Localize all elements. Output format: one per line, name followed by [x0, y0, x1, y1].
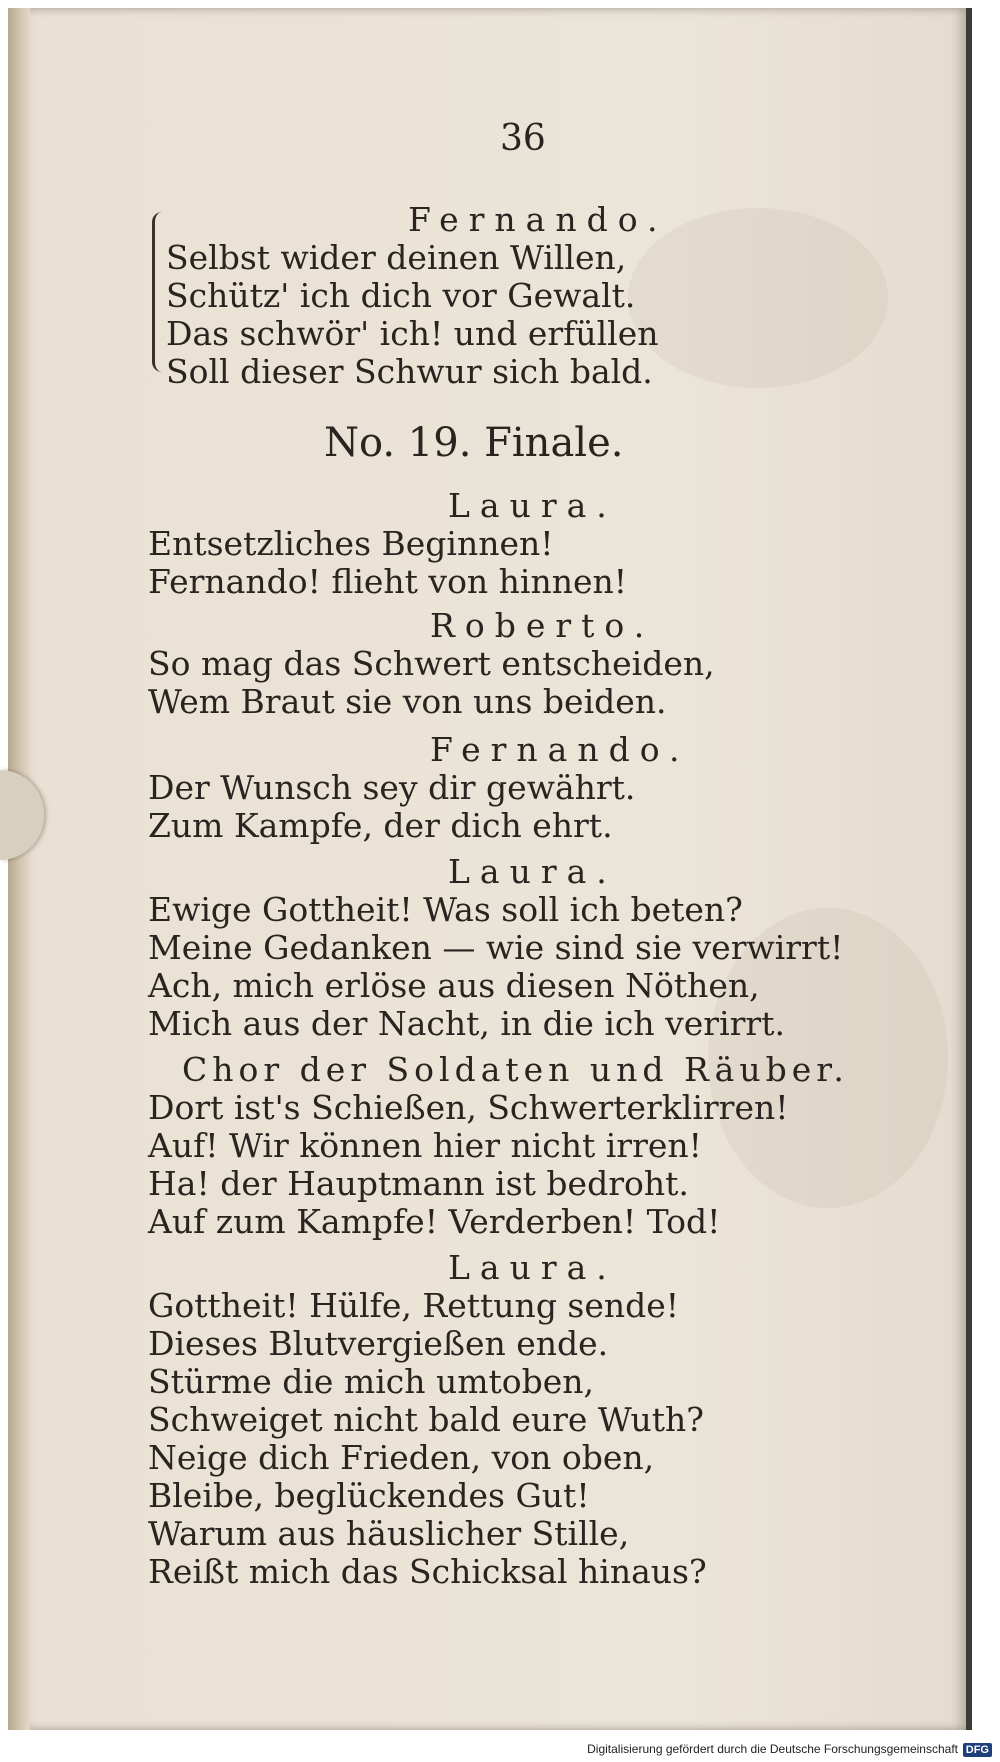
- page-gutter: [8, 8, 30, 1730]
- verse-line: Dort ist's Schießen, Schwerterklirren!: [148, 1088, 789, 1127]
- speaker-name: Laura.: [448, 1248, 617, 1287]
- verse-line: Bleibe, beglückendes Gut!: [148, 1476, 590, 1515]
- dfg-logo: DFG: [963, 1743, 992, 1757]
- verse-line: Schütz' ich dich vor Gewalt.: [166, 276, 636, 315]
- verse-line: Meine Gedanken — wie sind sie verwirrt!: [148, 928, 844, 967]
- verse-line: Dieses Blutvergießen ende.: [148, 1324, 609, 1363]
- verse-line: Wem Braut sie von uns beiden.: [148, 682, 667, 721]
- verse-line: Reißt mich das Schicksal hinaus?: [148, 1552, 707, 1591]
- verse-line: Soll dieser Schwur sich bald.: [166, 352, 653, 391]
- verse-line: Selbst wider deinen Willen,: [166, 238, 627, 277]
- verse-line: Auf zum Kampfe! Verderben! Tod!: [148, 1202, 721, 1241]
- verse-line: Ha! der Hauptmann ist bedroht.: [148, 1164, 689, 1203]
- verse-line: Entsetzliches Beginnen!: [148, 524, 554, 563]
- verse-line: Gottheit! Hülfe, Rettung sende!: [148, 1286, 680, 1325]
- speaker-name: Roberto.: [430, 606, 655, 645]
- section-heading: No. 19. Finale.: [324, 420, 624, 466]
- speaker-name: Fernando.: [430, 730, 690, 769]
- speaker-name: Laura.: [448, 852, 617, 891]
- verse-line: So mag das Schwert entscheiden,: [148, 644, 715, 683]
- footer-bar: [0, 1730, 1000, 1762]
- verse-line: Stürme die mich umtoben,: [148, 1362, 595, 1401]
- digitization-credit: Digitalisierung gefördert durch die Deutsche Forschungsgemeinschaft: [587, 1742, 958, 1756]
- verse-line: Das schwör' ich! und erfüllen: [166, 314, 659, 353]
- verse-line: Auf! Wir können hier nicht irren!: [148, 1126, 702, 1165]
- speaker-name: Laura.: [448, 486, 617, 525]
- verse-line: Mich aus der Nacht, in die ich verirrt.: [148, 1004, 785, 1043]
- page-number: 36: [500, 118, 546, 159]
- verse-line: Ewige Gottheit! Was soll ich beten?: [148, 890, 743, 929]
- verse-line: Zum Kampfe, der dich ehrt.: [148, 806, 613, 845]
- verse-line: Warum aus häuslicher Stille,: [148, 1514, 630, 1553]
- verse-line: Neige dich Frieden, von oben,: [148, 1438, 655, 1477]
- speaker-name: Fernando.: [408, 200, 668, 239]
- verse-line: Ach, mich erlöse aus diesen Nöthen,: [148, 966, 760, 1005]
- verse-line: Fernando! flieht von hinnen!: [148, 562, 628, 601]
- verse-line: Schweiget nicht bald eure Wuth?: [148, 1400, 704, 1439]
- verse-line: Der Wunsch sey dir gewährt.: [148, 768, 636, 807]
- speaker-name: Chor der Soldaten und Räuber.: [182, 1050, 849, 1089]
